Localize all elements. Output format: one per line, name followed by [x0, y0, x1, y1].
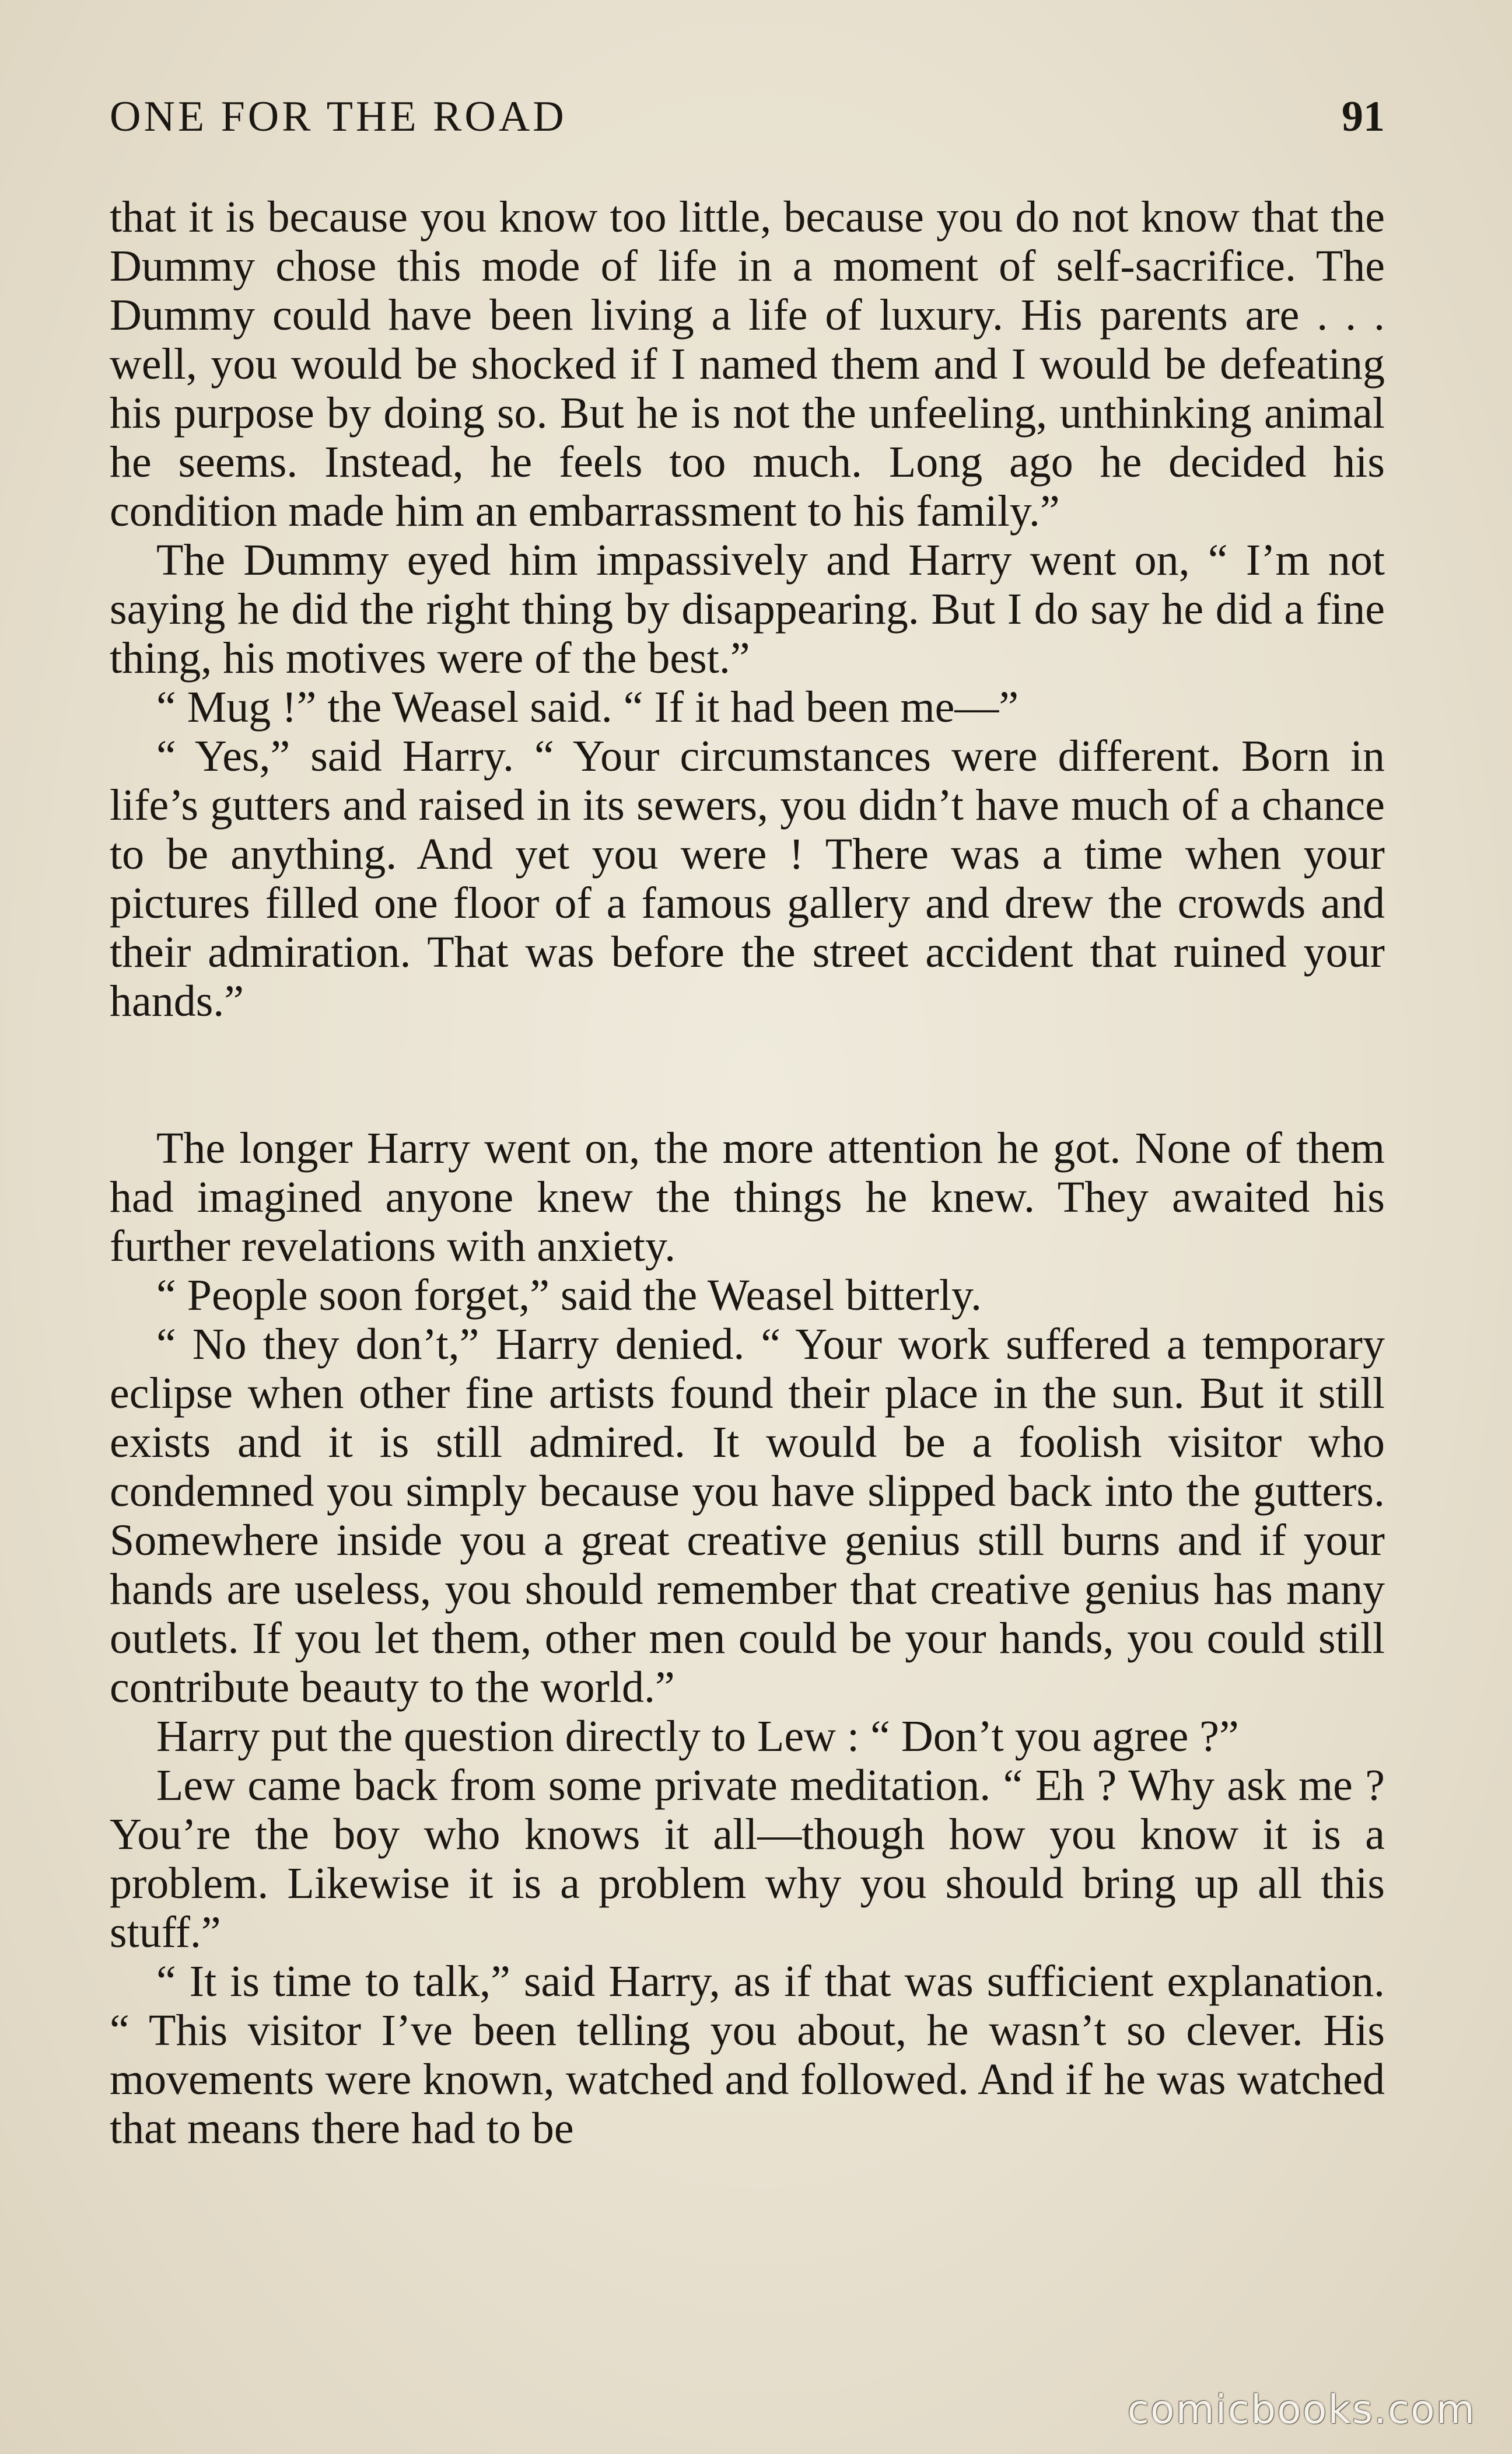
paragraph: The longer Harry went on, the more attention he got. None of them had imagined anyone knew the things he knew. They awaited his further revelations with anxiety. — [110, 1124, 1385, 1271]
page-number: 91 — [1342, 93, 1385, 141]
paragraph: “ Mug !” the Weasel said. “ If it had been me—” — [156, 683, 1019, 732]
page-header — [110, 88, 1385, 146]
paragraph: Harry put the question directly to Lew : “ Don’t you agree ?” — [156, 1712, 1239, 1761]
paragraph: The Dummy eyed him impassively and Harry went on, “ I’m not saying he did the right thing by disappearing. But I do say he did a fine thing, his motives were of the best.” — [110, 536, 1385, 683]
section-break — [110, 1026, 1385, 1124]
paragraph: “ People soon forget,” said the Weasel bitterly. — [156, 1271, 982, 1320]
running-head: ONE FOR THE ROAD — [110, 93, 567, 141]
paragraph: “ No they don’t,” Harry denied. “ Your work suffered a temporary eclipse when other fine artists found their place in the sun. But it still exists and it is still admired. It would be a foolish visitor who condemned you simply because you have slipped back into the gutters. Somewhere inside you a great creative genius still burns and if your hands are useless, you should remember that creative genius has many outlets. If you let them, other men could be your hands, you could still contribute beauty to the world.” — [110, 1320, 1385, 1712]
paragraph-continued: that it is because you know too little, because you do not know that the Dummy chose this mode of life in a moment of self-sacrifice. The Dummy could have been living a life of luxury. His parents are . . . well, you would be shocked if I named them and I would be defeating his purpose by doing so. But he is not the unfeeling, unthinking animal he seems. Instead, he feels too much. Long ago he decided his condition made him an embarrassment to his family.” — [110, 193, 1385, 536]
watermark: comicbooks.com — [1127, 2387, 1476, 2433]
paragraph: Lew came back from some private meditation. “ Eh ? Why ask me ? You’re the boy who knows it all—though how you know it is a problem. Likewise it is a problem why you should bring up all this stuff.” — [110, 1761, 1385, 1957]
paragraph: “ It is time to talk,” said Harry, as if that was sufficient explanation. “ This visitor I’ve been telling you about, he wasn’t so clever. His movements were known, watched and followed. And if he was watched that means there had to be — [110, 1957, 1385, 2153]
paragraph: “ Yes,” said Harry. “ Your circumstances were different. Born in life’s gutters and raised in its sewers, you didn’t have much of a chance to be anything. And yet you were ! There was a time when your pictures filled one floor of a famous gallery and drew the crowds and their admiration. That was before the street accident that ruined your hands.” — [110, 732, 1385, 1026]
page-body — [110, 193, 1385, 2153]
